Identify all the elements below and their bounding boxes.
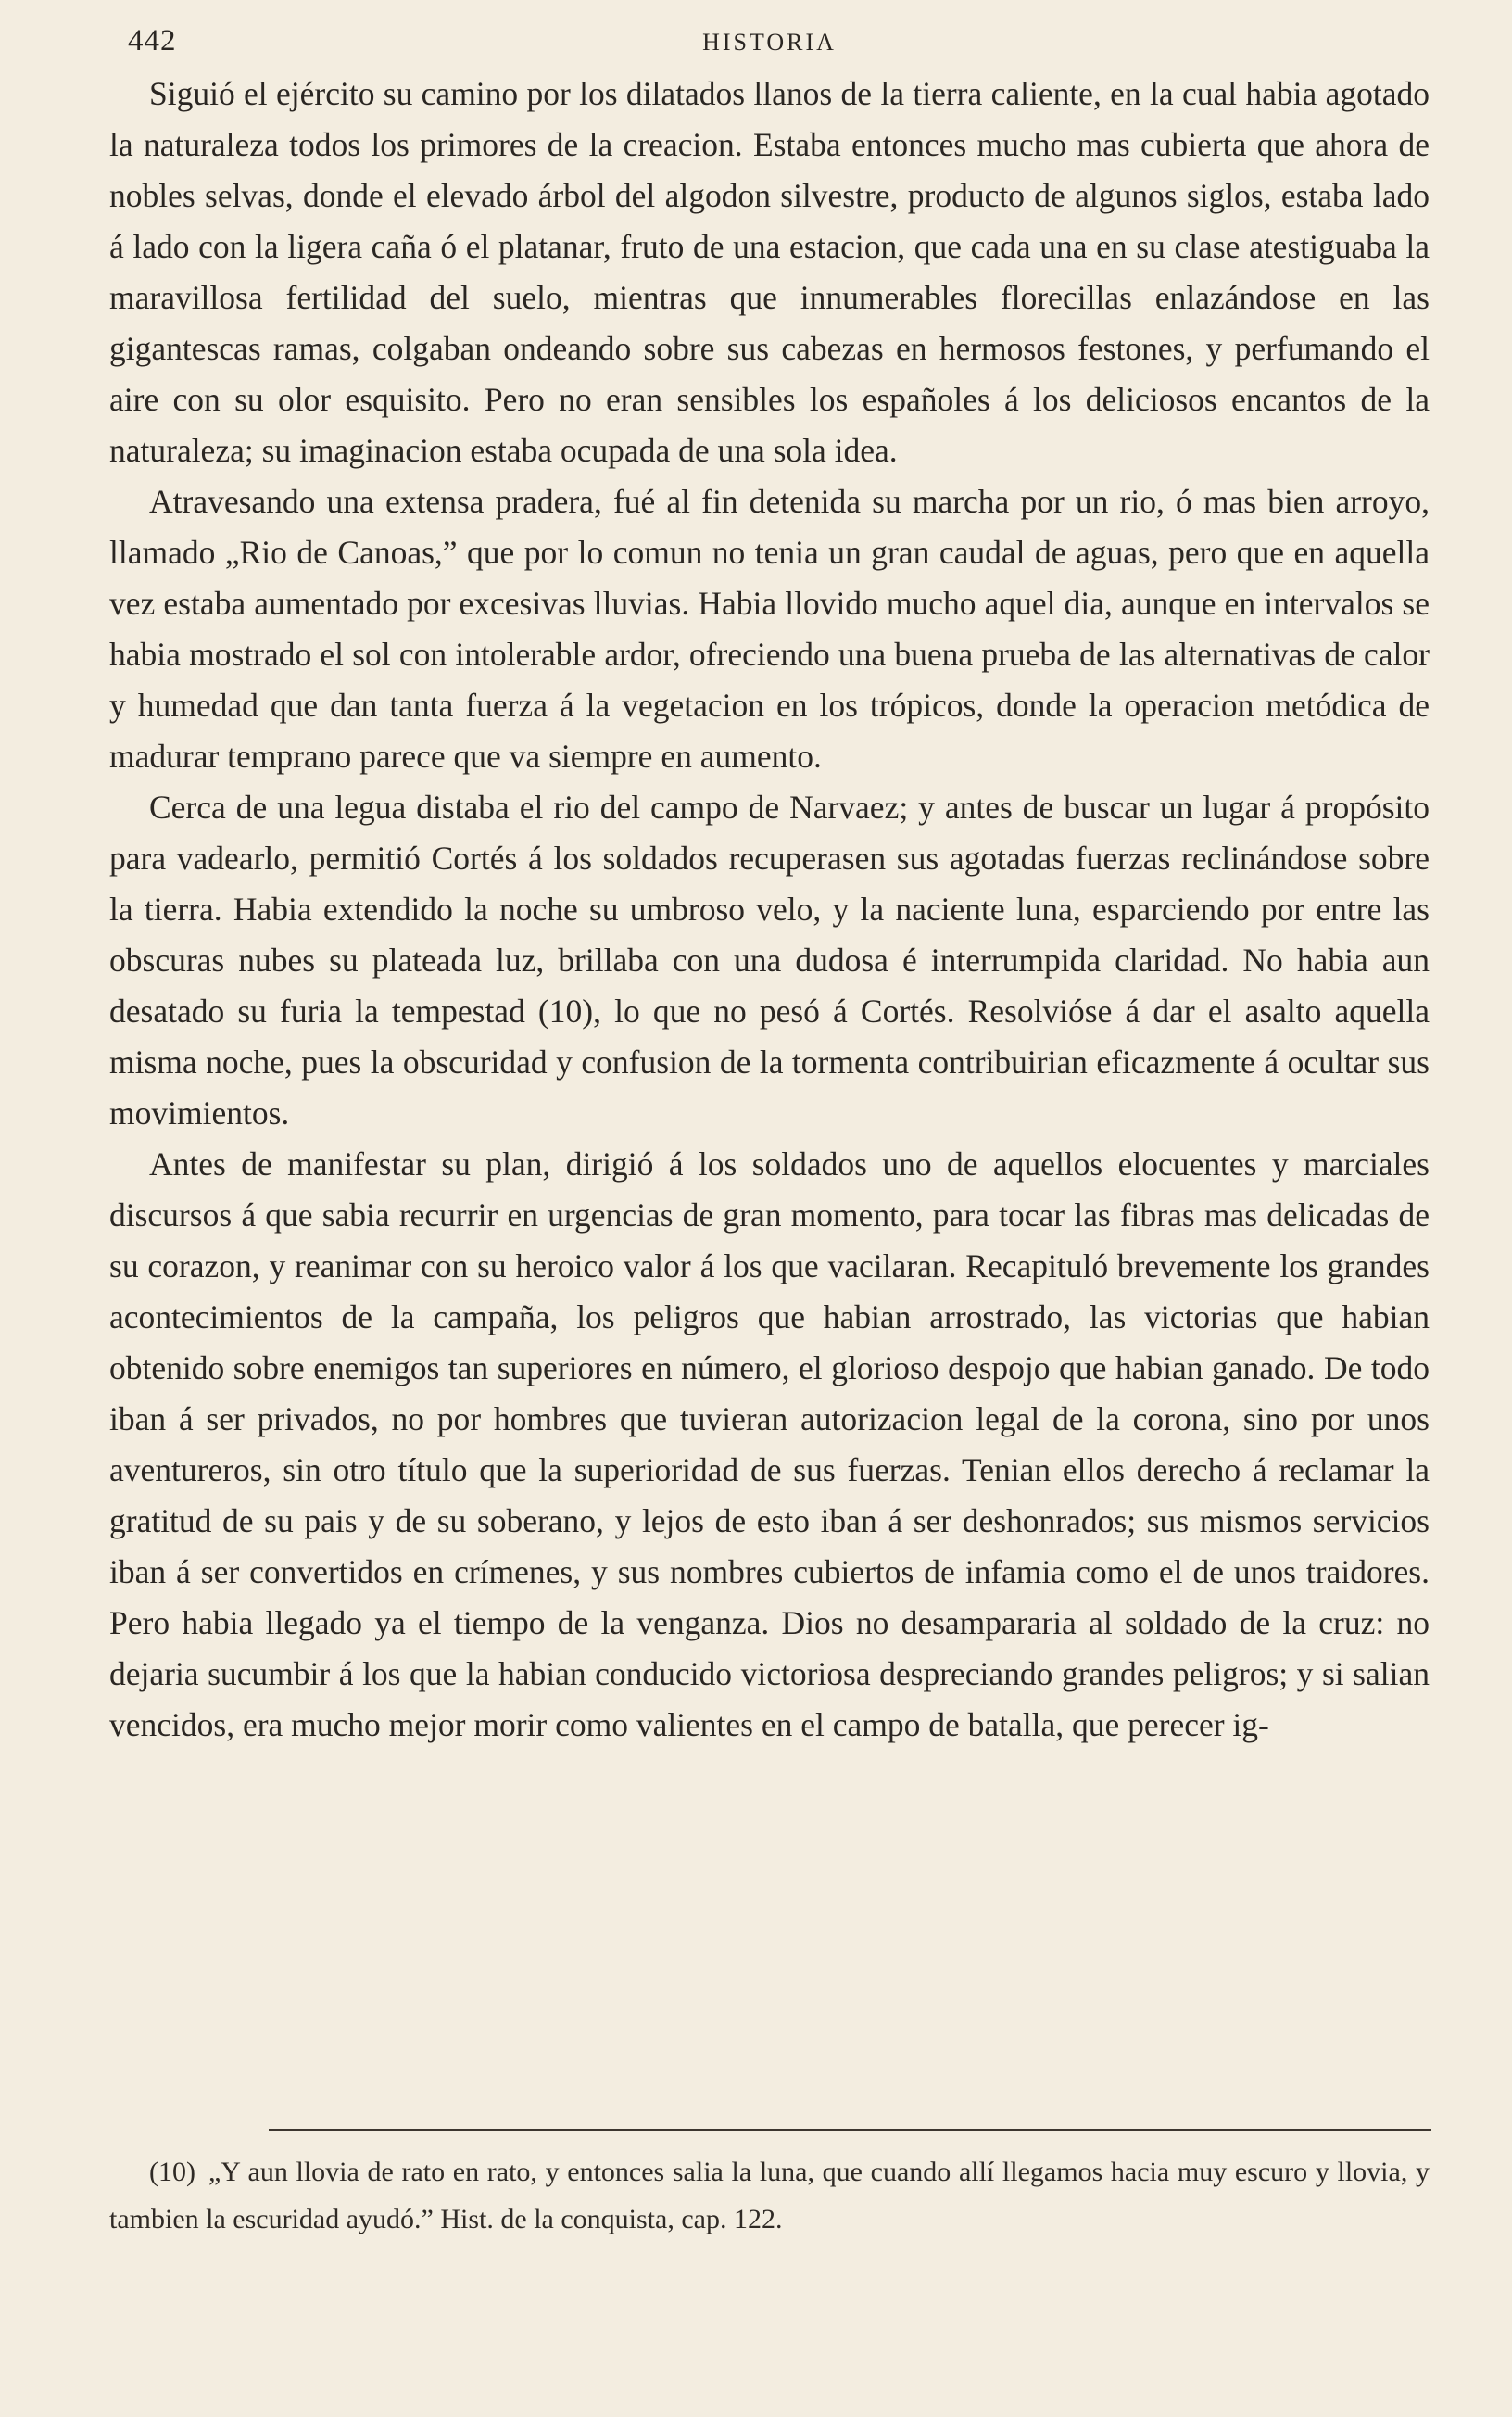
page-number: 442	[128, 24, 177, 57]
footnote-rule	[269, 2129, 1431, 2131]
footnote	[109, 2148, 1430, 2243]
page-header	[109, 24, 1430, 70]
body-text	[109, 69, 1430, 1751]
footnote-text: „Y aun llovia de rato en rato, y entonces salia la luna, que cuando allí llegamos hacia muy escuro y llovia, y tambien la escuridad ayudó.” Hist. de la conquista, cap. 122.	[109, 2157, 1430, 2234]
paragraph: Siguió el ejército su camino por los dilatados llanos de la tierra caliente, en la cual habia agotado la naturaleza todos los primores de la creacion. Estaba entonces mucho mas cubierta que ahora de nobles selvas, donde el elevado árbol del algodon silvestre, producto de algunos siglos, estaba lado á lado con la ligera caña ó el platanar, fruto de una estacion, que cada una en su clase atestiguaba la maravillosa fertilidad del suelo, mientras que innumerables florecillas enlazándose en las gigantescas ramas, colgaban ondeando sobre sus cabezas en hermosos festones, y perfumando el aire con su olor esquisito. Pero no eran sensibles los españoles á los deliciosos encantos de la naturaleza; su imaginacion estaba ocupada de una sola idea.	[109, 75, 1430, 469]
paragraph: Atravesando una extensa pradera, fué al fin detenida su marcha por un rio, ó mas bien arroyo, llamado „Rio de Canoas,” que por lo comun no tenia un gran caudal de aguas, pero que en aquella vez estaba aumentado por excesivas lluvias. Habia llovido mucho aquel dia, aunque en intervalos se habia mostrado el sol con intolerable ardor, ofreciendo una buena prueba de las alternativas de calor y humedad que dan tanta fuerza á la vegetacion en los trópicos, donde la operacion metódica de madurar temprano parece que va siempre en aumento.	[109, 483, 1430, 775]
paragraph: Cerca de una legua distaba el rio del campo de Narvaez; y antes de buscar un lugar á propósito para vadearlo, permitió Cortés á los soldados recuperasen sus agotadas fuerzas reclinándose sobre la tierra. Habia extendido la noche su umbroso velo, y la naciente luna, esparciendo por entre las obscuras nubes su plateada luz, brillaba con una dudosa é interrumpida claridad. No habia aun desatado su furia la tempestad (10), lo que no pesó á Cortés. Resolvióse á dar el asalto aquella misma noche, pues la obscuridad y confusion de la tormenta contribuirian eficazmente á ocultar sus movimientos.	[109, 789, 1430, 1132]
running-head: HISTORIA	[702, 29, 837, 56]
paragraph: Antes de manifestar su plan, dirigió á los soldados uno de aquellos elocuentes y marciales discursos á que sabia recurrir en urgencias de gran momento, para tocar las fibras mas delicadas de su corazon, y reanimar con su heroico valor á los que vacilaran. Recapituló brevemente los grandes acontecimientos de la campaña, los peligros que habian arrostrado, las victorias que habian obtenido sobre enemigos tan superiores en número, el glorioso despojo que habian ganado. De todo iban á ser privados, no por hombres que tuvieran autorizacion legal de la corona, sino por unos aventureros, sin otro título que la superioridad de sus fuerzas. Tenian ellos derecho á reclamar la gratitud de su pais y de su soberano, y lejos de esto iban á ser deshonrados; sus mismos servicios iban á ser convertidos en crímenes, y sus nombres cubiertos de infamia como el de unos traidores. Pero habia llegado ya el tiempo de la venganza. Dios no desampararia al soldado de la cruz: no dejaria sucumbir á los que la habian conducido victoriosa despreciando grandes peligros; y si salian vencidos, era mucho mejor morir como valientes en el campo de batalla, que perecer ig-	[109, 1145, 1430, 1743]
footnote-marker: (10)	[149, 2157, 195, 2187]
